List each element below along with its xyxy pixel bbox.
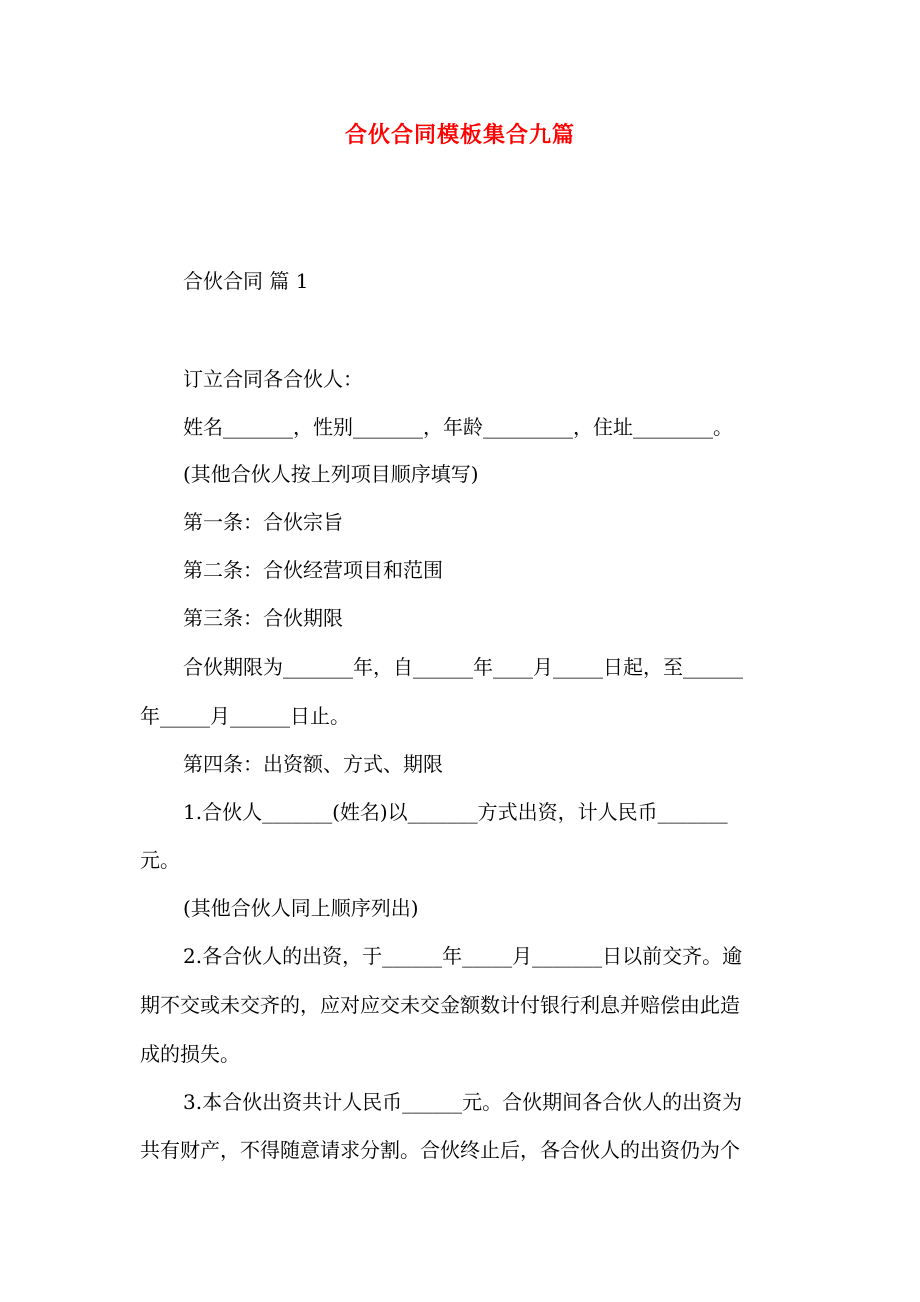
text-line: 1.合伙人_______(姓名)以_______方式出资，计人民币_______	[183, 800, 728, 824]
text-line: 2.各合伙人的出资，于______年_____月_______日以前交齐。逾	[183, 944, 743, 968]
text-line: 成的损失。	[140, 1042, 240, 1066]
text-line: 姓名_______，性别_______，年龄_________，住址________。	[183, 415, 733, 439]
text-line: 订立合同各合伙人：	[183, 367, 363, 391]
text-line: 第四条：出资额、方式、期限	[183, 752, 443, 776]
text-line: 第三条：合伙期限	[183, 606, 343, 630]
text-line: 第二条：合伙经营项目和范围	[183, 558, 443, 582]
text-line: (其他合伙人同上顺序列出)	[183, 896, 419, 920]
text-line: 合伙期限为_______年，自______年____月_____日起，至______	[183, 655, 743, 679]
text-line: 第一条：合伙宗旨	[183, 510, 343, 534]
text-line: 共有财产，不得随意请求分割。合伙终止后，各合伙人的出资仍为个	[140, 1138, 740, 1162]
text-line: 期不交或未交齐的，应对应交未交金额数计付银行利息并赔偿由此造	[140, 993, 740, 1017]
text-line: 年_____月______日止。	[140, 704, 350, 728]
section-heading: 合伙合同 篇 1	[183, 269, 309, 293]
document-title: 合伙合同模板集合九篇	[344, 123, 575, 148]
text-line: (其他合伙人按上列项目顺序填写)	[183, 462, 479, 486]
text-line: 元。	[140, 848, 180, 872]
text-line: 3.本合伙出资共计人民币______元。合伙期间各合伙人的出资为	[183, 1090, 743, 1114]
